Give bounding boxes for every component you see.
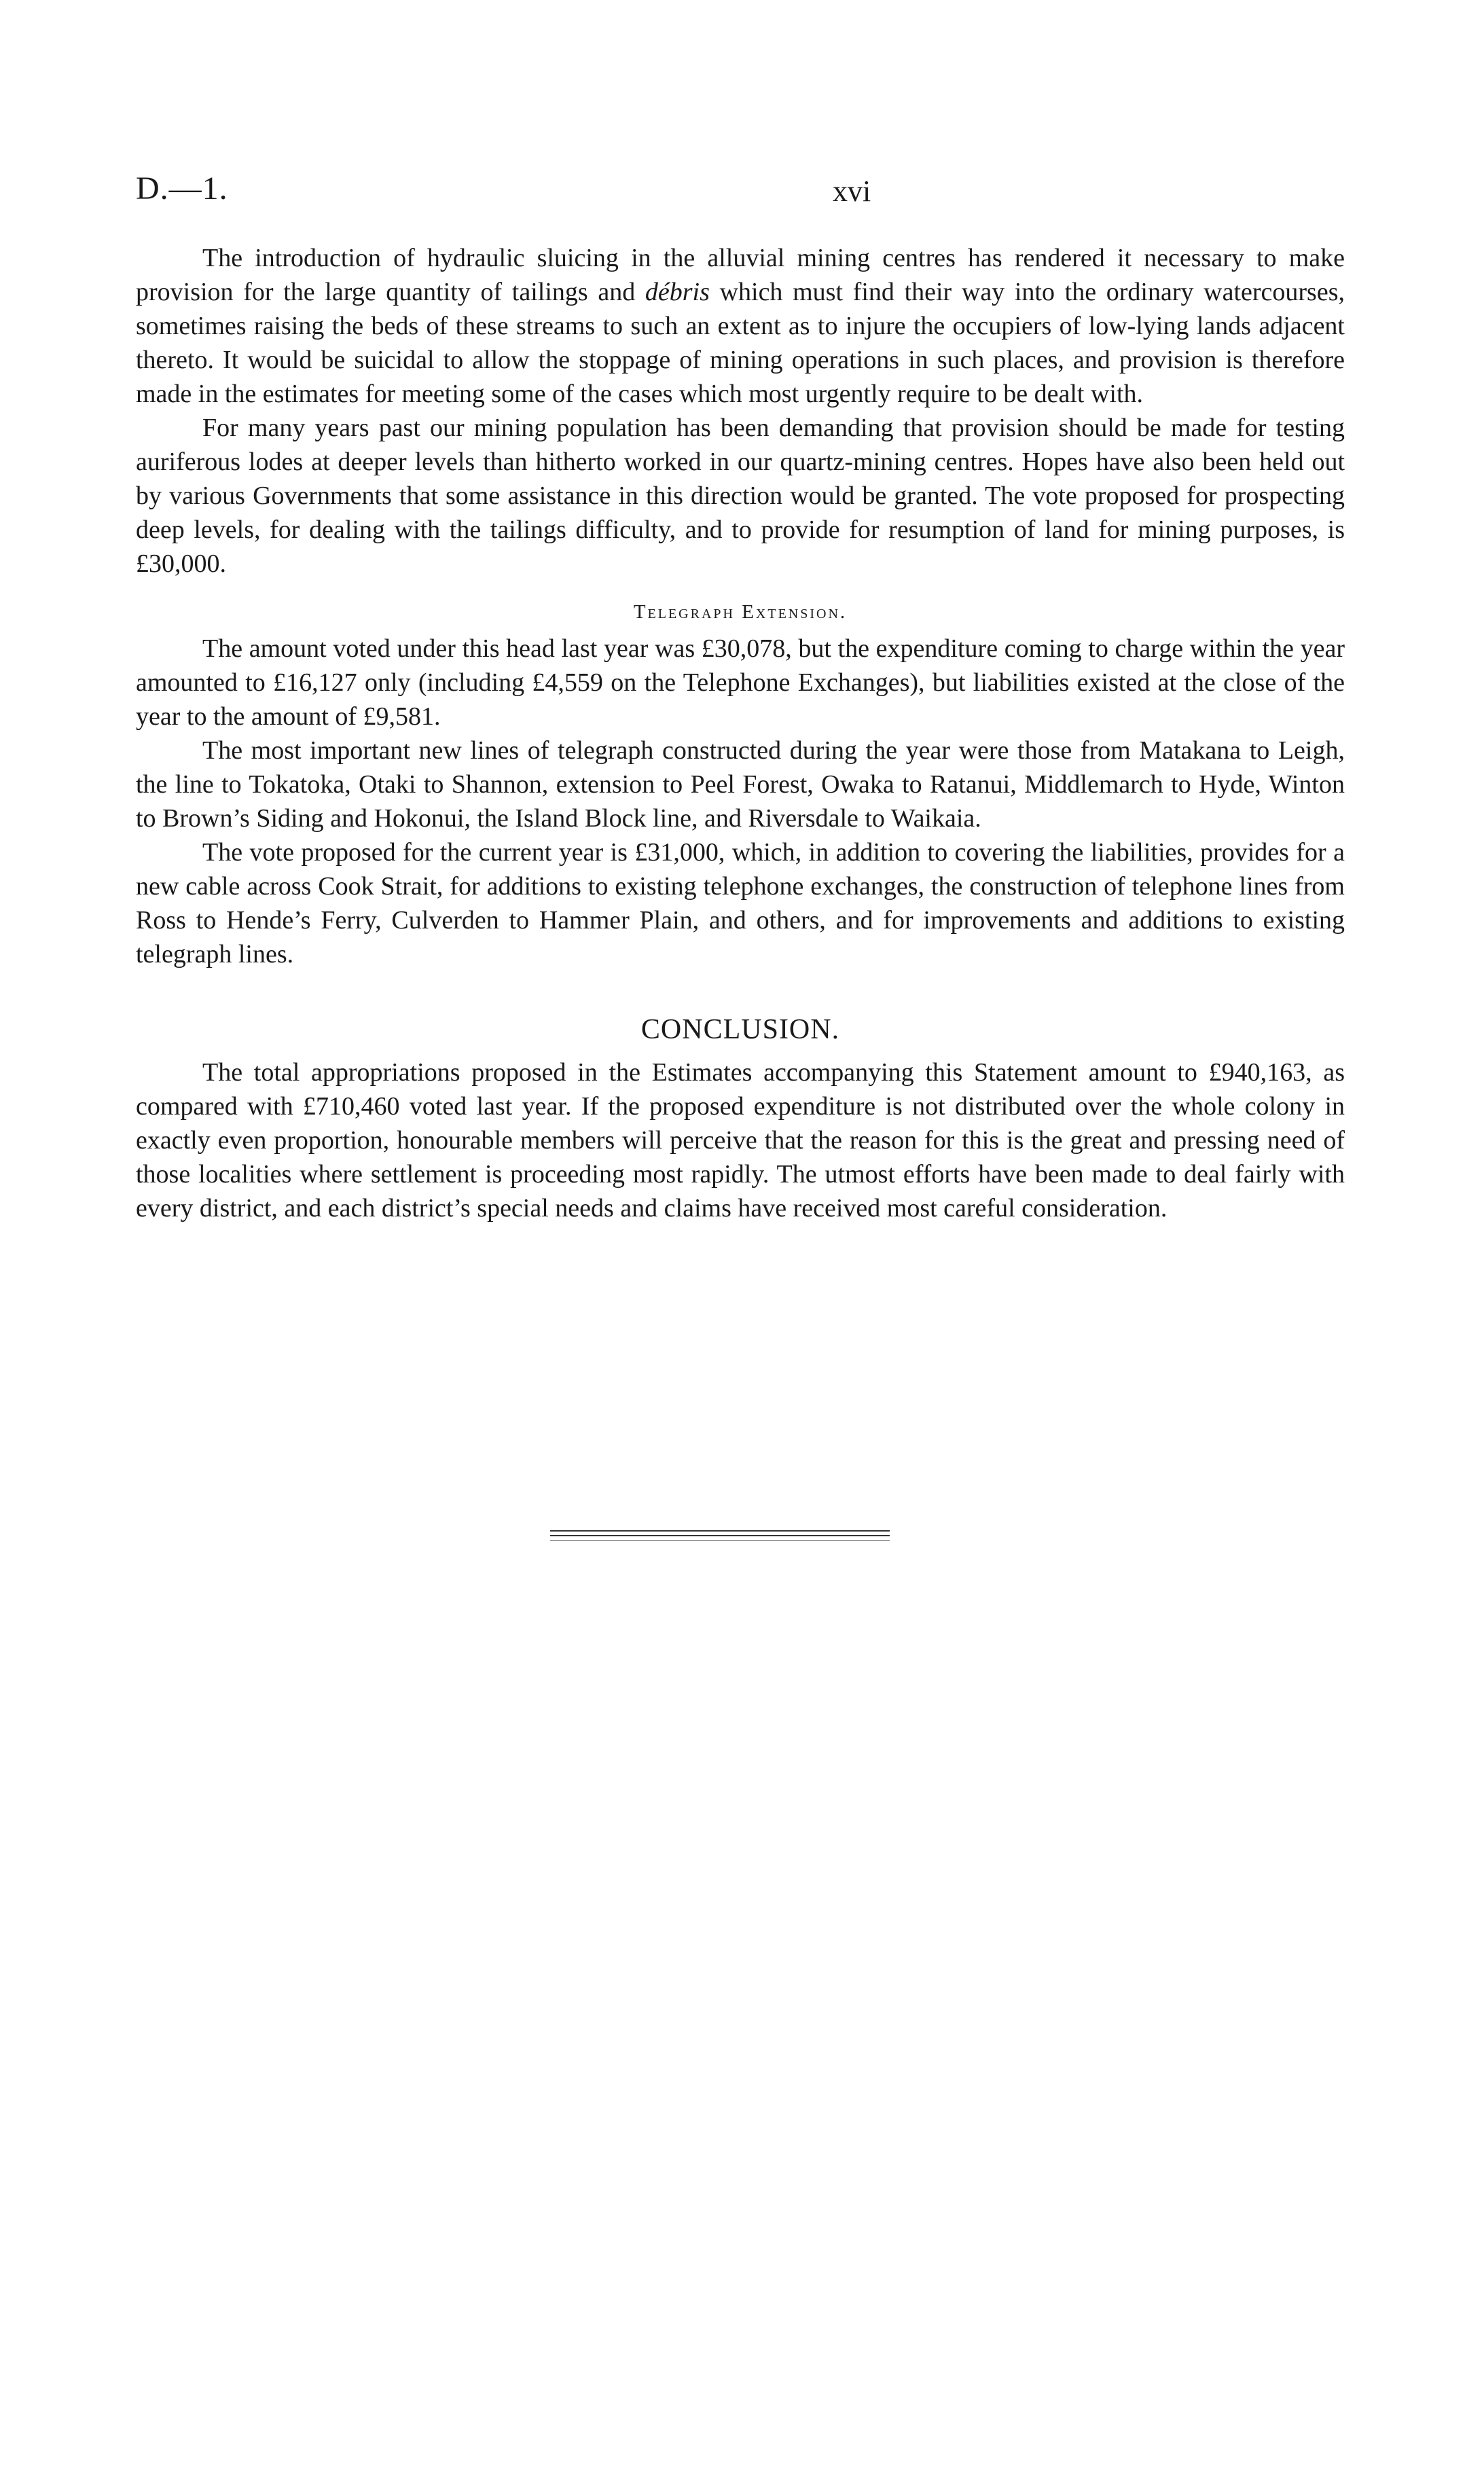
document-reference: D.—1. [136, 170, 228, 206]
page-header [136, 170, 1345, 217]
mining-paragraph-1-end: which must find their way into the ordinary watercourses, sometimes raising the beds of these streams to such an extent as to injure the occupiers of low-lying lands adjacent thereto. It would be suicidal to allow the stoppage of mining operations in such places, and provision is therefore made in the estimates for meeting some of the cases which most urgently require to be dealt with. [136, 278, 1345, 408]
closing-rule [550, 1530, 890, 1541]
body-text [136, 241, 1345, 1225]
mining-paragraph-1 [136, 241, 1345, 411]
telegraph-paragraph-3: The vote proposed for the current year is £31,000, which, in addition to covering the liabilities, provides for a new cable across Cook Strait, for additions to existing telephone exchanges, the construction of telephone lines from Ross to Hende’s Ferry, Culverden to Hammer Plain, and others, and for improvements and additions to existing telegraph lines. [136, 838, 1345, 969]
conclusion-heading: CONCLUSION. [640, 1014, 840, 1045]
conclusion-paragraph: The total appropriations proposed in the Estimates accompanying this Statement amount to £940,163, as compared with £710,460 voted last year. If the proposed expenditure is not distributed over the whole colony in exactly even proportion, honourable members will perceive that the reason for this is the great and pressing need of those localities where settlement is proceeding most rapidly. The utmost efforts have been made to deal fairly with every district, and each district’s special needs and claims have received most careful consideration. [136, 1058, 1345, 1223]
telegraph-paragraph-1: The amount voted under this head last year was £30,078, but the expenditure coming to charge within the year amounted to £16,127 only (including £4,559 on the Telephone Exchanges), but liabilities existed at the close of the year to the amount of £9,581. [136, 634, 1345, 731]
mining-paragraph-2: For many years past our mining population has been demanding that provision should be made for testing auriferous lodes at deeper levels than hitherto worked in our quartz-mining centres. Hopes have also been held out by various Governments that some assistance in this direction would be granted. The vote proposed for prospecting deep levels, for dealing with the tailings difficulty, and to provide for resumption of land for mining purposes, is £30,000. [136, 414, 1345, 578]
telegraph-heading: Telegraph Extension. [633, 601, 848, 623]
telegraph-paragraph-2: The most important new lines of telegraph constructed during the year were those from Matakana to Leigh, the line to Tokatoka, Otaki to Shannon, extension to Peel Forest, Owaka to Ratanui, Middlemarch to Hyde, Winton to Brown’s Siding and Hokonui, the Island Block line, and Riversdale to Waikaia. [136, 736, 1345, 833]
debris-italic: débris [645, 278, 710, 306]
page-number: xvi [833, 175, 871, 208]
mining-paragraph-1-start: The introduction of hydraulic sluicing in the alluvial mining centres has rendered it necessary to make provision for the large quantity of tailings and [136, 244, 1345, 306]
